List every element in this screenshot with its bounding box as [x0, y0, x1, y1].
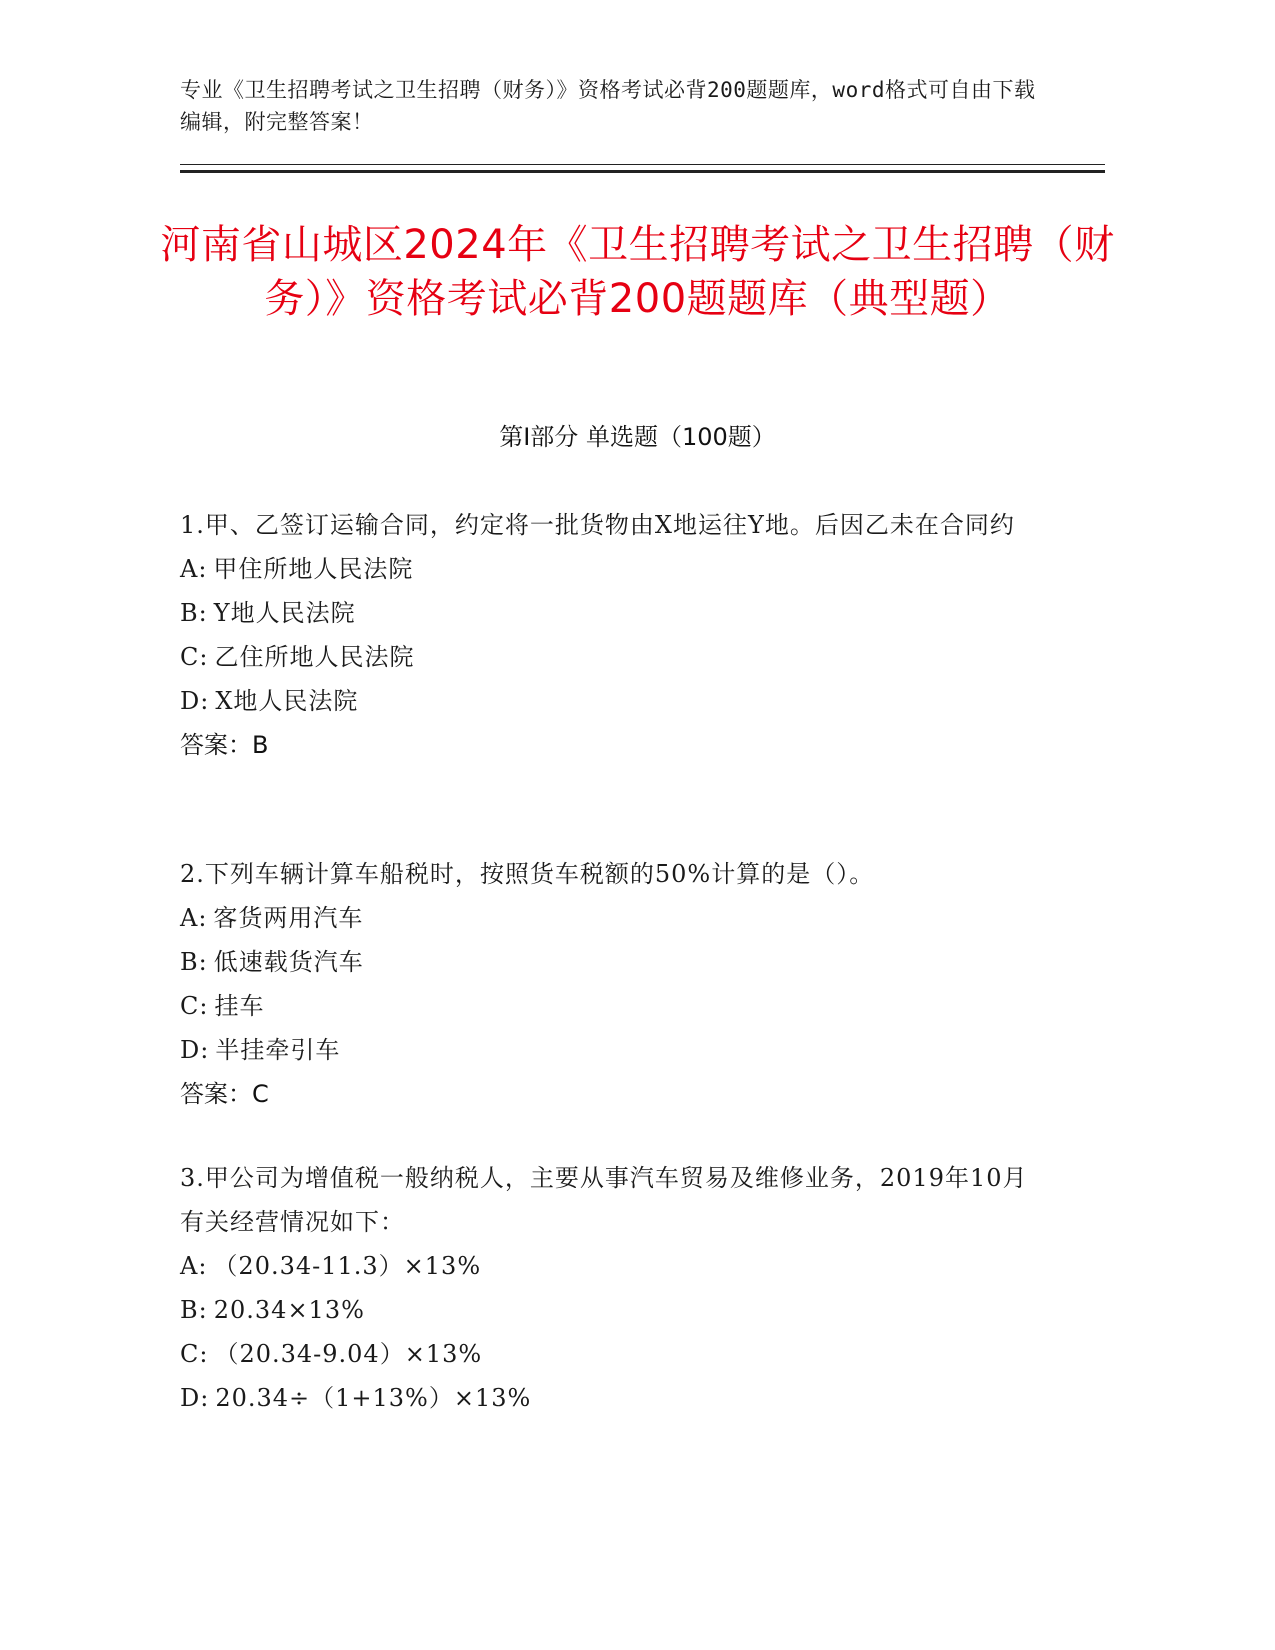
option-a	[180, 896, 1040, 940]
question-1	[180, 503, 1040, 767]
option-text: 甲住所地人民法院	[213, 555, 414, 583]
option-letter: B:	[180, 1296, 208, 1324]
option-d	[180, 679, 1040, 723]
option-d	[180, 1028, 1040, 1072]
option-text: X地人民法院	[215, 687, 359, 715]
option-letter: B:	[180, 948, 208, 976]
option-letter: C:	[180, 992, 209, 1020]
option-letter: A:	[180, 1252, 208, 1280]
option-a	[180, 1244, 1040, 1288]
option-letter: D:	[180, 1036, 210, 1064]
question-stem: 3.甲公司为增值税一般纳税人，主要从事汽车贸易及维修业务，2019年10月有关经营情况如下：	[180, 1164, 1028, 1236]
option-a	[180, 547, 1040, 591]
section-heading: 第I部分 单选题（100题）	[499, 423, 776, 451]
header-divider-thin	[180, 164, 1105, 165]
option-text: 低速载货汽车	[213, 948, 364, 976]
option-text: 挂车	[214, 992, 265, 1020]
header-note: 专业《卫生招聘考试之卫生招聘（财务）》资格考试必背200题题库，word格式可自由下载编辑，附完整答案！	[180, 78, 1036, 134]
option-b	[180, 591, 1040, 635]
answer-label: 答案：C	[180, 1080, 269, 1108]
option-text: 乙住所地人民法院	[214, 643, 415, 671]
option-text: 客货两用汽车	[213, 904, 364, 932]
option-c	[180, 984, 1040, 1028]
option-b	[180, 1288, 1040, 1332]
option-c	[180, 635, 1040, 679]
header-divider-thick	[180, 170, 1105, 173]
answer-label: 答案：B	[180, 731, 269, 759]
question-3	[180, 1156, 1040, 1420]
document-title: 河南省山城区2024年《卫生招聘考试之卫生招聘（财务）》资格考试必背200题题库（典型题）	[160, 222, 1115, 322]
option-text: 20.34×13%	[213, 1296, 365, 1324]
option-letter: D:	[180, 1384, 210, 1412]
option-letter: A:	[180, 555, 208, 583]
question-stem: 2.下列车辆计算车船税时，按照货车税额的50%计算的是（）。	[180, 860, 875, 888]
option-letter: C:	[180, 643, 209, 671]
question-2	[180, 852, 1040, 1116]
option-text: Y地人民法院	[213, 599, 356, 627]
option-text: （20.34-9.04）×13%	[214, 1340, 483, 1368]
option-b	[180, 940, 1040, 984]
option-letter: B:	[180, 599, 208, 627]
option-letter: D:	[180, 687, 210, 715]
option-text: （20.34-11.3）×13%	[213, 1252, 482, 1280]
option-text: 半挂牵引车	[215, 1036, 341, 1064]
option-text: 20.34÷（1+13%）×13%	[215, 1384, 532, 1412]
option-c	[180, 1332, 1040, 1376]
question-stem: 1.甲、乙签订运输合同，约定将一批货物由X地运往Y地。后因乙未在合同约	[180, 511, 1015, 539]
option-letter: A:	[180, 904, 208, 932]
option-d	[180, 1376, 1040, 1420]
option-letter: C:	[180, 1340, 209, 1368]
